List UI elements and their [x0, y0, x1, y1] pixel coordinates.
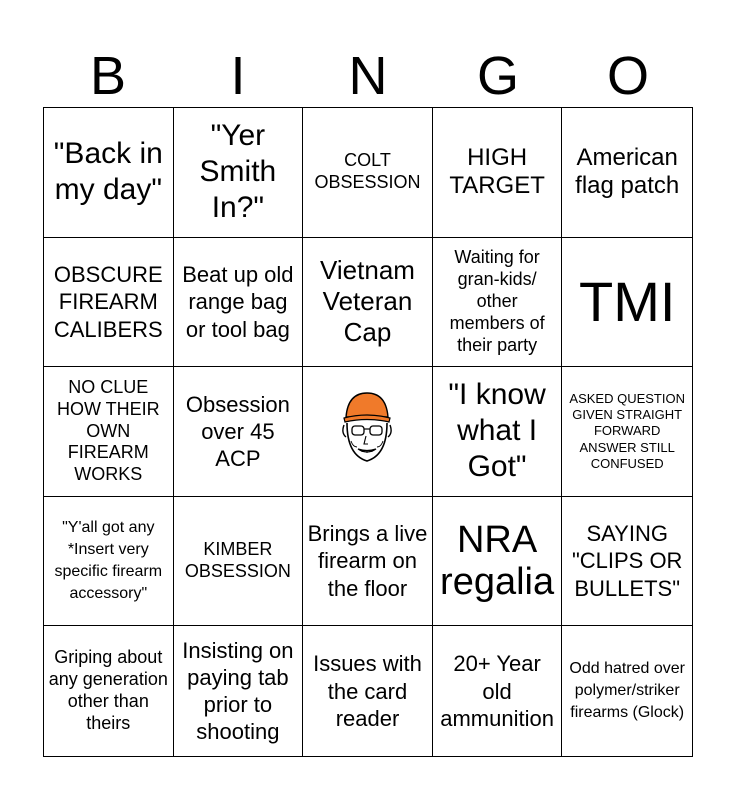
cell-b2[interactable] — [44, 238, 174, 368]
cell-free-space[interactable] — [303, 367, 433, 497]
cell-text: "Y'all got any *Insert very specific firearm accessory" — [54, 518, 163, 603]
header-letter-i: I — [230, 46, 246, 106]
cell-i4[interactable] — [174, 497, 304, 627]
cell-b1[interactable] — [44, 108, 174, 238]
header-letter-b: B — [89, 46, 127, 106]
cell-text: Obsession over 45 ACP — [185, 391, 290, 472]
cell-text: OBSCURE FIREARM CALIBERS — [53, 261, 163, 342]
cell-g5[interactable] — [433, 626, 563, 756]
cell-text: Insisting on paying tab prior to shooting — [182, 637, 294, 745]
cell-text: Beat up old range bag or tool bag — [182, 261, 294, 342]
cell-o1[interactable] — [562, 108, 692, 238]
cell-o2[interactable] — [562, 238, 692, 368]
cell-i5[interactable] — [174, 626, 304, 756]
cell-b4[interactable] — [44, 497, 174, 627]
cell-text: NO CLUE HOW THEIR OWN FIREARM WORKS — [56, 376, 160, 485]
cell-b3[interactable] — [44, 367, 174, 497]
cell-text: 20+ Year old ammunition — [440, 651, 554, 731]
cell-i2[interactable] — [174, 238, 304, 368]
header-letter-n: N — [348, 46, 388, 106]
cell-text: ASKED QUESTION GIVEN STRAIGHT FORWARD ANSWER STILL CONFUSED — [569, 390, 685, 471]
cell-text: "Yer Smith In?" — [199, 119, 277, 225]
cell-o5[interactable] — [562, 626, 692, 756]
cell-n1[interactable] — [303, 108, 433, 238]
cell-text: Griping about any generation other than theirs — [48, 647, 168, 734]
cell-b5[interactable] — [44, 626, 174, 756]
cell-text: SAYING "CLIPS OR BULLETS" — [571, 521, 683, 601]
cell-text: NRA regalia — [440, 518, 555, 604]
cell-text: Waiting for gran-kids/ other members of their party — [449, 247, 545, 355]
cell-text: HIGH TARGET — [449, 143, 545, 200]
cell-g4[interactable] — [433, 497, 563, 627]
cell-n2[interactable] — [303, 238, 433, 368]
cell-g1[interactable] — [433, 108, 563, 238]
cell-o3[interactable] — [562, 367, 692, 497]
cell-text: Brings a live firearm on the floor — [307, 521, 428, 601]
header-letter-g: G — [476, 46, 519, 106]
bingo-header — [43, 44, 693, 108]
old-man-orange-cap-icon — [331, 381, 403, 481]
cell-n5[interactable] — [303, 626, 433, 756]
bingo-card — [43, 107, 693, 757]
cell-text: Odd hatred over polymer/striker firearms (Glock) — [569, 660, 685, 722]
cell-text: Vietnam Veteran Cap — [320, 255, 415, 348]
cell-text: Issues with the card reader — [313, 651, 422, 731]
cell-g2[interactable] — [433, 238, 563, 368]
cell-i3[interactable] — [174, 367, 304, 497]
cell-text: "Back in my day" — [53, 137, 163, 207]
cell-text: American flag patch — [575, 143, 680, 200]
cell-text: COLT OBSESSION — [314, 150, 421, 193]
cell-g3[interactable] — [433, 367, 563, 497]
cell-i1[interactable] — [174, 108, 304, 238]
cell-text: TMI — [578, 269, 676, 333]
header-letter-o: O — [606, 46, 649, 106]
cell-text: KIMBER OBSESSION — [184, 539, 291, 582]
cell-n4[interactable] — [303, 497, 433, 627]
cell-text: "I know what I Got" — [448, 378, 546, 484]
cell-o4[interactable] — [562, 497, 692, 627]
